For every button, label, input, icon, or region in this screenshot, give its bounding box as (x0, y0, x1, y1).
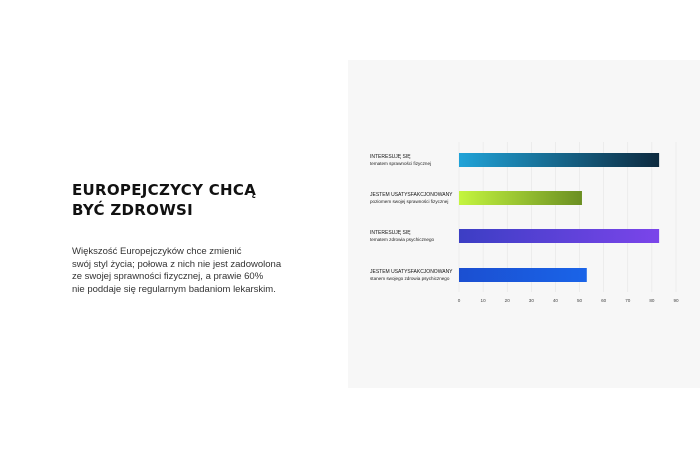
category-label-subtitle: tematem zdrowia psychicznego (370, 237, 435, 242)
category-label-subtitle: stanem swojego zdrowia psychicznego (370, 276, 450, 281)
headline-line-1: EUROPEJCZYCY CHCĄ (72, 181, 257, 199)
body-text (72, 246, 322, 296)
intro-section (72, 180, 322, 296)
x-tick-label: 10 (480, 298, 486, 303)
x-tick-label: 30 (528, 298, 534, 303)
headline-line-2: BYĆ ZDROWSI (72, 201, 194, 219)
x-tick-label: 70 (625, 298, 631, 303)
category-label-subtitle: poziomem swojej sprawności fizycznej (370, 199, 449, 204)
headline (72, 180, 322, 220)
bar (459, 191, 582, 205)
category-label-title: INTERESUJĘ SIĘ (370, 230, 411, 236)
x-tick-label: 20 (504, 298, 510, 303)
bar (459, 229, 659, 243)
x-axis-ticks (458, 298, 679, 303)
body-text-line-4: nie poddaje się regularnym badaniom lekarskim. (72, 283, 276, 295)
category-label-title: INTERESUJĘ SIĘ (370, 154, 411, 160)
x-tick-label: 80 (649, 298, 655, 303)
bar-chart (348, 60, 700, 388)
category-label-subtitle: tematem sprawności fizycznej (370, 161, 432, 166)
body-text-line-2: swój styl życia; połowa z nich nie jest zadowolona (72, 258, 282, 270)
body-text-line-1: Większość Europejczyków chce zmienić (72, 246, 242, 257)
x-tick-label: 40 (552, 298, 559, 303)
body-text-line-3: ze swojej sprawności fizycznej, a prawie 60% (72, 271, 264, 282)
bar (459, 153, 659, 167)
bar (459, 268, 587, 282)
bars (459, 153, 659, 282)
category-label-title: JESTEM USATYSFAKCJONOWANY (370, 192, 453, 198)
category-labels (370, 154, 453, 281)
x-tick-label: 60 (601, 298, 607, 303)
category-label-title: JESTEM USATYSFAKCJONOWANY (370, 269, 453, 275)
x-tick-label: 50 (576, 298, 583, 303)
x-tick-label: 0 (457, 298, 461, 303)
chart-panel (348, 60, 700, 388)
x-tick-label: 90 (673, 298, 679, 303)
